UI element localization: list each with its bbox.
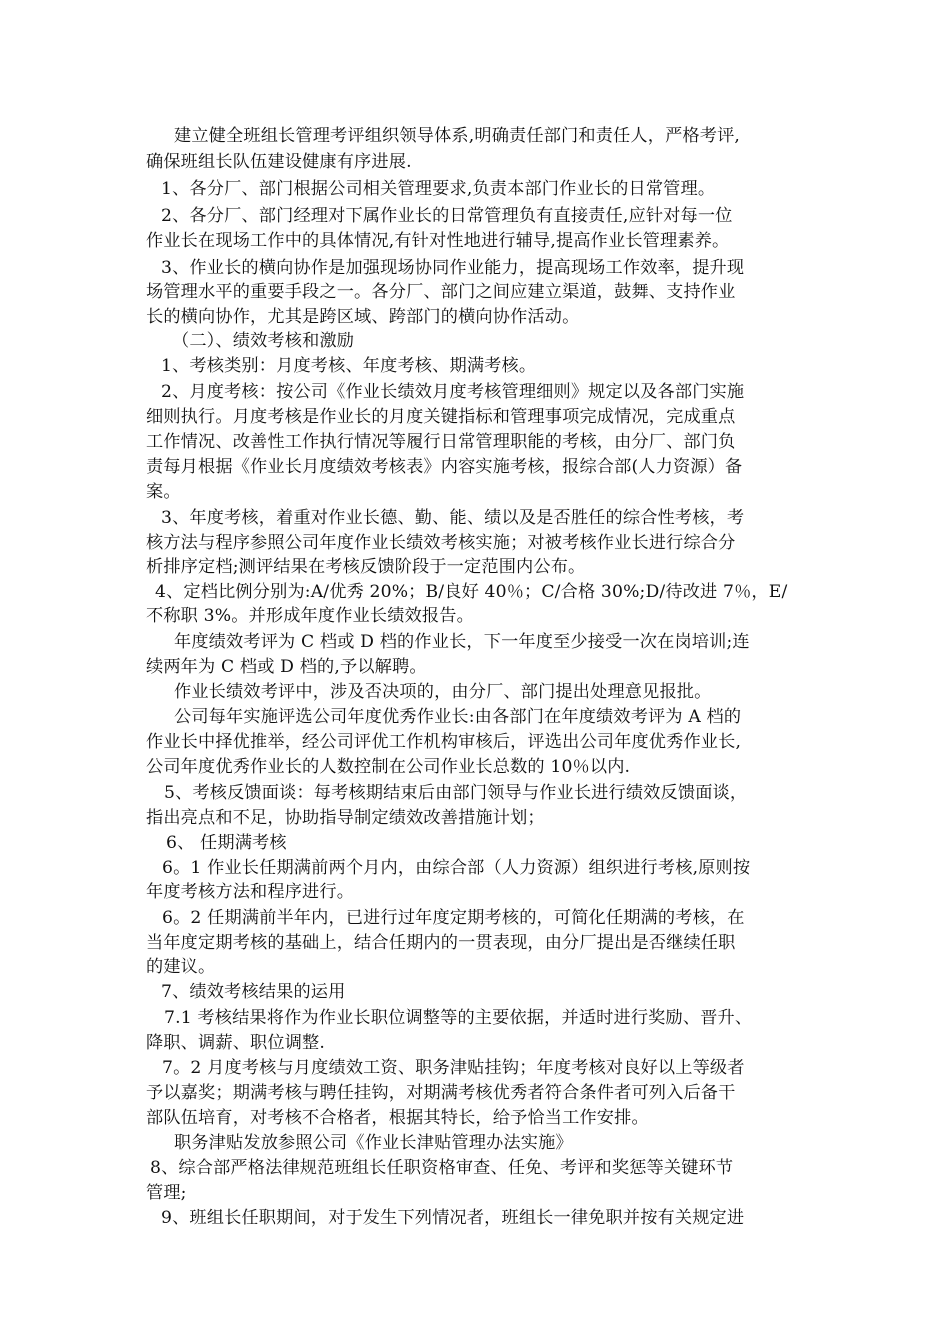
text-line: 2、月度考核：按公司《作业长绩效月度考核管理细则》规定以及各部门实施 [161, 382, 745, 402]
text-line: 责每月根据《作业长月度绩效考核表》内容实施考核，报综合部(人力资源）备 [146, 457, 743, 477]
text-line: 当年度定期考核的基础上，结合任期内的一贯表现，由分厂提出是否继续任职 [146, 933, 736, 953]
text-line: 公司年度优秀作业长的人数控制在公司作业长总数的 10％以内. [146, 757, 631, 777]
text-line: 9、班组长任职期间，对于发生下列情况者，班组长一律免职并按有关规定进 [161, 1208, 745, 1228]
text-line: 的建议。 [146, 957, 216, 977]
text-line: 析排序定档;测评结果在考核反馈阶段于一定范围内公布。 [146, 557, 586, 577]
text-line: 年度绩效考评为 C 档或 D 档的作业长，下一年度至少接受一次在岗培训;连 [174, 632, 750, 652]
text-line: 6。2 任期满前半年内，已进行过年度定期考核的，可简化任期满的考核，在 [162, 908, 745, 928]
text-line: 5、考核反馈面谈：每考核期结束后由部门领导与作业长进行绩效反馈面谈， [164, 783, 748, 803]
text-line: 7.1 考核结果将作为作业长职位调整等的主要依据，并适时进行奖励、晋升、 [164, 1008, 753, 1028]
text-line: 部队伍培育，对考核不合格者，根据其特长，给予恰当工作安排。 [146, 1108, 649, 1128]
text-line: 建立健全班组长管理考评组织领导体系,明确责任部门和责任人，严格考评, [174, 126, 741, 146]
text-line: 不称职 3%。并形成年度作业长绩效报告。 [146, 606, 474, 626]
text-line: 2、各分厂、部门经理对下属作业长的日常管理负有直接责任,应针对每一位 [161, 206, 733, 226]
text-line: 续两年为 C 档或 D 档的,予以解聘。 [146, 657, 427, 677]
text-line: 1、各分厂、部门根据公司相关管理要求,负责本部门作业长的日常管理。 [161, 179, 716, 199]
text-line: 作业长在现场工作中的具体情况,有针对性地进行辅导,提高作业长管理素养。 [146, 231, 730, 251]
section-heading: （二）、绩效考核和激励 [172, 331, 355, 351]
text-line: 长的横向协作，尤其是跨区域、跨部门的横向协作活动。 [146, 307, 580, 327]
text-line: 6。1 作业长任期满前两个月内，由综合部（人力资源）组织进行考核,原则按 [162, 858, 751, 878]
text-line: 确保班组长队伍建设健康有序进展. [146, 152, 412, 172]
text-line: 降职、调薪、职位调整. [146, 1033, 325, 1053]
text-line: 8、综合部严格法律规范班组长任职资格审查、任免、考评和奖惩等关键环节 [150, 1158, 734, 1178]
text-line: 细则执行。月度考核是作业长的月度关键指标和管理事项完成情况，完成重点 [146, 407, 736, 427]
text-line: 职务津贴发放参照公司《作业长津贴管理办法实施》 [174, 1133, 573, 1153]
text-line: 管理; [146, 1183, 187, 1203]
text-line: 场管理水平的重要手段之一。各分厂、部门之间应建立渠道，鼓舞、支持作业 [146, 282, 736, 302]
section-heading: 7、绩效考核结果的运用 [161, 982, 346, 1002]
text-line: 3、作业长的横向协作是加强现场协同作业能力，提高现场工作效率，提升现 [161, 258, 745, 278]
text-line: 4、定档比例分别为:A/优秀 20%；B/良好 40％；C/合格 30%;D/待改进 7％，E/ [155, 582, 788, 602]
text-line: 年度考核方法和程序进行。 [146, 882, 355, 902]
text-line: 工作情况、改善性工作执行情况等履行日常管理职能的考核，由分厂、部门负 [146, 432, 736, 452]
text-line: 7。2 月度考核与月度绩效工资、职务津贴挂钩；年度考核对良好以上等级者 [162, 1058, 745, 1078]
text-line: 指出亮点和不足，协助指导制定绩效改善措施计划； [146, 808, 545, 828]
text-line: 予以嘉奖；期满考核与聘任挂钩，对期满考核优秀者符合条件者可列入后备干 [146, 1083, 736, 1103]
text-line: 作业长绩效考评中，涉及否决项的，由分厂、部门提出处理意见报批。 [174, 682, 712, 702]
text-line: 1、考核类别：月度考核、年度考核、期满考核。 [161, 356, 537, 376]
section-heading: 6、 任期满考核 [166, 833, 287, 853]
text-line: 案。 [146, 482, 181, 502]
text-line: 3、年度考核，着重对作业长德、勤、能、绩以及是否胜任的综合性考核，考 [161, 508, 745, 528]
text-line: 核方法与程序参照公司年度作业长绩效考核实施；对被考核作业长进行综合分 [146, 533, 736, 553]
text-line: 公司每年实施评选公司年度优秀作业长:由各部门在年度绩效考评为 A 档的 [174, 707, 742, 727]
text-line: 作业长中择优推举，经公司评优工作机构审核后，评选出公司年度优秀作业长, [146, 732, 742, 752]
